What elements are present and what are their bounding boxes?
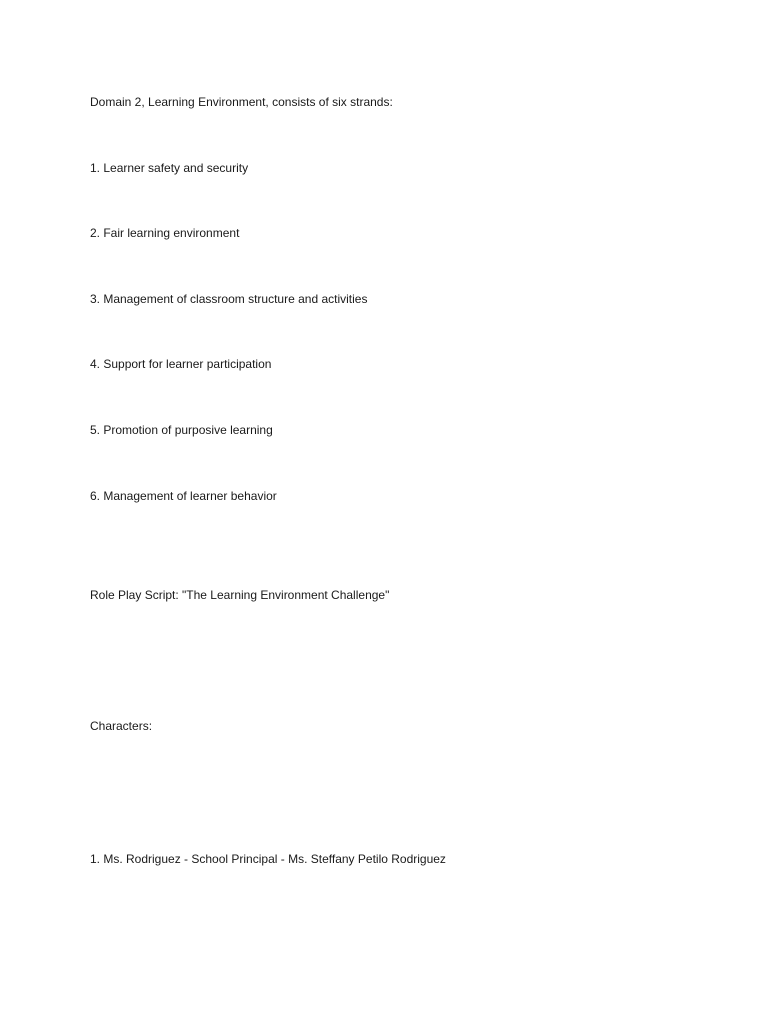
strand-item-1: 1. Learner safety and security [90, 161, 249, 175]
character-item-1: 1. Ms. Rodriguez - School Principal - Ms. Steffany Petilo Rodriguez [90, 852, 446, 866]
strand-item-2: 2. Fair learning environment [90, 226, 240, 240]
strand-item-6: 6. Management of learner behavior [90, 489, 277, 503]
strand-item-4: 4. Support for learner participation [90, 357, 272, 371]
strand-item-3: 3. Management of classroom structure and activities [90, 292, 368, 306]
script-title: Role Play Script: "The Learning Environment Challenge" [90, 588, 390, 602]
characters-heading: Characters: [90, 719, 153, 733]
strand-item-5: 5. Promotion of purposive learning [90, 423, 273, 437]
intro-paragraph: Domain 2, Learning Environment, consists of six strands: [90, 95, 393, 109]
